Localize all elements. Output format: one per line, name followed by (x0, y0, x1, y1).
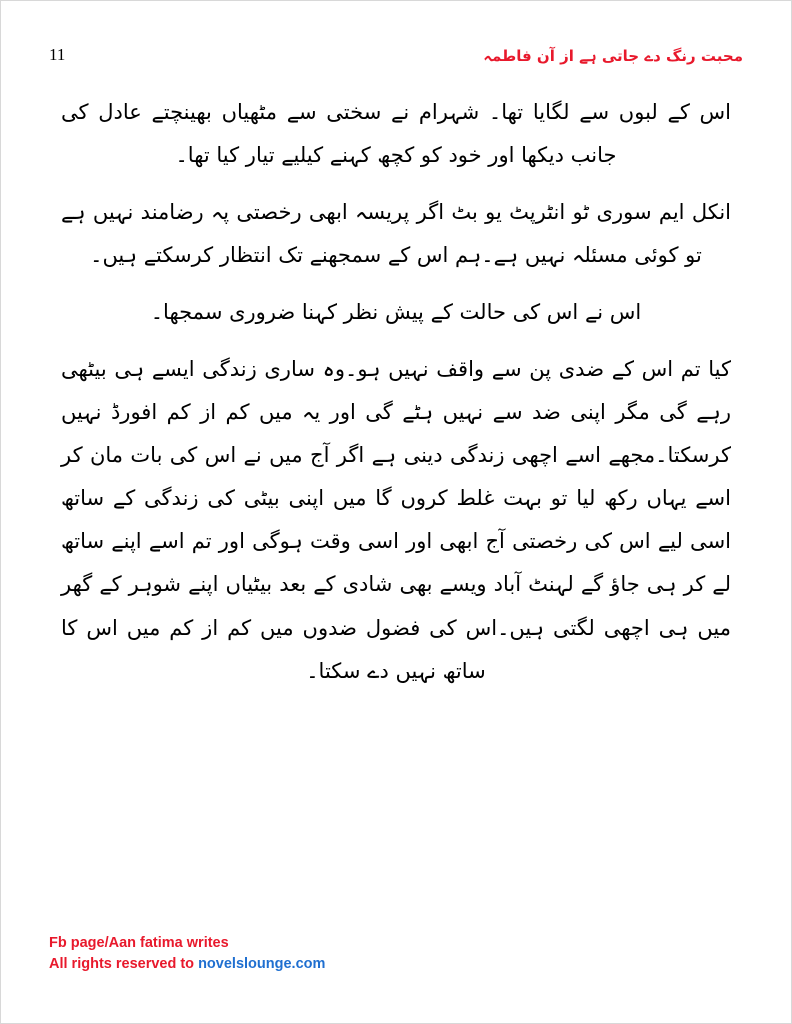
paragraph: اس کے لبوں سے لگایا تھا۔ شہرام نے سختی سے مٹھیاں بھینچتے عادل کی جانب دیکھا اور خود کو کچھ کہنے کیلیے تیار کیا تھا۔ (61, 100, 731, 168)
header-title: محبت رنگ دے جاتی ہے از آن فاطمہ (483, 47, 743, 65)
footer-rights (49, 954, 325, 975)
document-body (61, 91, 731, 707)
page-number: 11 (49, 45, 66, 64)
paragraph: اس نے اس کی حالت کے پیش نظر کہنا ضروری سمجھا۔ (150, 300, 642, 325)
footer-website-link[interactable]: novelslounge.com (198, 955, 326, 972)
page-footer (49, 933, 325, 975)
paragraph: انکل ایم سوری ٹو انٹرپٹ یو بٹ اگر پریسہ ابھی رخصتی پہ رضامند نہیں ہے تو کوئی مسئلہ نہیں ہے۔ہم اس کے سمجھنے تک انتظار کرسکتے ہیں۔ (61, 200, 731, 268)
footer-fb-page: Fb page/Aan fatima writes (49, 934, 229, 951)
page-header (1, 41, 791, 71)
footer-rights-text: All rights reserved to (49, 955, 199, 972)
paragraph: کیا تم اس کے ضدی پن سے واقف نہیں ہو۔وہ ساری زندگی ایسے ہی بیٹھی رہے گی مگر اپنی ضد سے نہیں ہٹے گی اور یہ میں کم از کم افورڈ نہیں کرسکتا۔مجھے اسے اچھی زندگی دینی ہے اگر آج میں نے اس کی بات مان کر اسے یہاں رکھ لیا تو بہت غلط کروں گا میں اپنی بیٹی کی زندگی کے ساتھ اسی لیے اس کی رخصتی آج ابھی اور اسی وقت ہوگی اور تم اسے اپنے ساتھ لے کر ہی جاؤ گے لہنٹ آباد ویسے بھی شادی کے بعد بیٹیاں اپنے شوہر کے گھر میں ہی اچھی لگتی ہیں۔اس کی فضول ضدوں میں کم از کم میں اس کا ساتھ نہیں دے سکتا۔ (61, 357, 731, 683)
